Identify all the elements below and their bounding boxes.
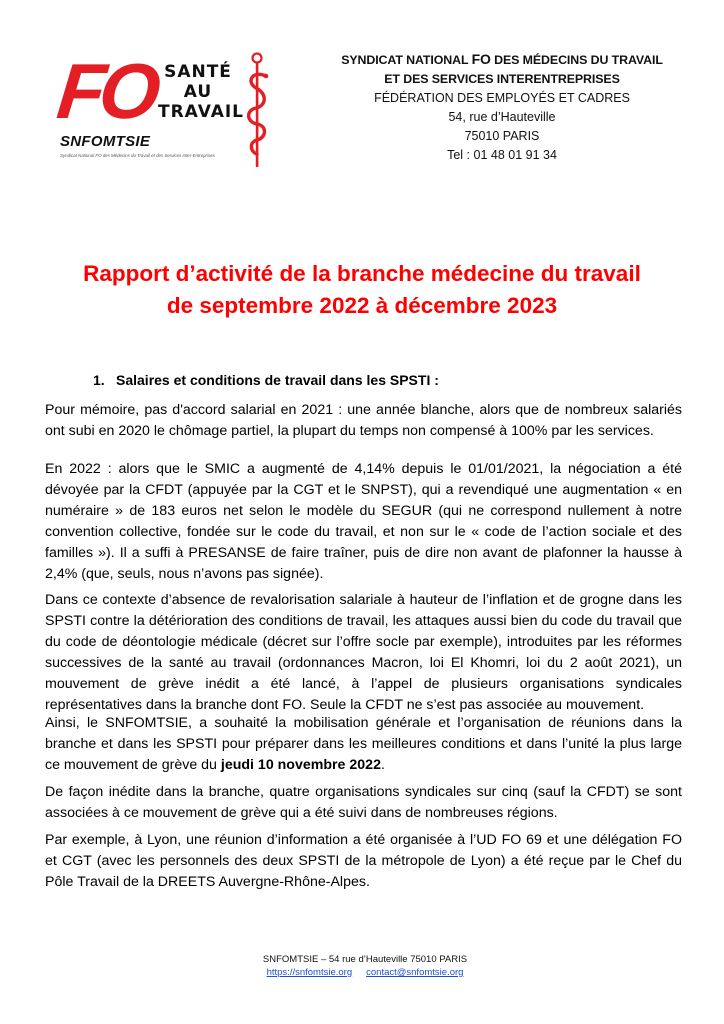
org-name-pre: SYNDICAT NATIONAL (341, 53, 472, 67)
organization-header (322, 50, 682, 165)
paragraph-1: Pour mémoire, pas d'accord salarial en 2021 : une année blanche, alors que de nombreux salariés ont subi en 2020 le chômage partiel, la plupart du temps non compensé à 100% par les services. (45, 402, 682, 439)
email-link[interactable]: contact@snfomtsie.org (366, 967, 464, 978)
org-address: 54, rue d’Hauteville (448, 110, 556, 124)
footer-links (200, 966, 530, 979)
paragraph-4-end: . (380, 757, 385, 773)
website-link[interactable]: https://snfomtsie.org (266, 967, 353, 978)
section-number: 1. (93, 372, 105, 388)
org-name-fo: FO (471, 51, 491, 67)
footer-address: SNFOMTSIE – 54 rue d’Hauteville 75010 PARIS (262, 954, 468, 965)
org-name-line1 (322, 50, 682, 70)
page-footer (200, 953, 530, 979)
logo-au: AU (183, 82, 213, 102)
org-phone: Tel : 01 48 01 91 34 (447, 148, 557, 162)
logo-travail: TRAVAIL (158, 102, 245, 122)
logo-sante-au-travail (158, 62, 245, 122)
paragraph-5: De façon inédite dans la branche, quatre organisations syndicales sur cinq (sauf la CFDT) se sont associées à ce mouvement de grève qui a été suivi dans de nombreuses régions. (45, 784, 682, 821)
paragraph-6: Par exemple, à Lyon, une réunion d’information a été organisée à l’UD FO 69 et une délégation FO et CGT (avec les personnels des deux SPSTI de la métropole de Lyon) a été reçue par le Chef du Pôle Travail de la DREETS Auvergne-Rhône-Alpes. (45, 832, 682, 890)
logo-fo: FO (53, 47, 159, 135)
document-title (40, 258, 684, 322)
title-line1: Rapport d’activité de la branche médecine du travail (83, 261, 641, 286)
caduceus-icon (244, 52, 270, 170)
section-heading (93, 372, 439, 388)
logo-sante: SANTÉ (164, 62, 232, 82)
strike-date: jeudi 10 novembre 2022 (220, 757, 381, 773)
logo-tagline: Syndicat National FO des Médecins du Travail et des Services Inter-Entreprises (60, 153, 215, 158)
org-name-post: DES MÉDECINS DU TRAVAIL (490, 53, 663, 67)
paragraph-4-text: Ainsi, le SNFOMTSIE, a souhaité la mobilisation générale et l’organisation de réunions dans la branche et dans les SPSTI pour préparer dans les meilleures conditions et dans l’unité la plus large ce mouvement de grève du (45, 715, 682, 773)
org-city: 75010 PARIS (464, 129, 540, 143)
title-line2: de septembre 2022 à décembre 2023 (166, 293, 558, 318)
paragraph-2: En 2022 : alors que le SMIC a augmenté de 4,14% depuis le 01/01/2021, la négociation a été dévoyée par la CFDT (appuyée par la CGT et le SNPST), qui a revendiqué une augmentation « en numéraire » de 183 euros net selon le modèle du SEGUR (qui ne correspond nullement à notre convention collective, fondée sur le code du travail, et non sur le « code de l’action sociale et des familles »). Il a suffi à PRESANSE de faire traîner, puis de dire non avant de plafonner la hausse à 2,4% (que, seuls, nous n’avons pas signée). (45, 461, 682, 582)
logo-acronym: SNFOMTSIE (60, 133, 151, 150)
org-name-line2: ET DES SERVICES INTERENTREPRISES (384, 72, 620, 86)
section-heading-text: Salaires et conditions de travail dans les SPSTI : (116, 372, 439, 388)
paragraph-3: Dans ce contexte d’absence de revalorisation salariale à hauteur de l’inflation et de grogne dans les SPSTI contre la détérioration des conditions de travail, les attaques aussi bien du code du travail que du code de déontologie médicale (décret sur l’offre socle par exemple), introduites par les réformes successives de la santé au travail (ordonnances Macron, loi El Khomri, loi du 2 août 2021), un mouvement de grève inédit a été lancé, à l’appel de plusieurs organisations syndicales représentatives dans la branche dont FO. Seule la CFDT ne s’est pas associée au mouvement. (45, 592, 682, 713)
federation-name: FÉDÉRATION DES EMPLOYÉS ET CADRES (374, 91, 630, 105)
logo (53, 47, 268, 170)
paragraph-4 (45, 713, 682, 776)
